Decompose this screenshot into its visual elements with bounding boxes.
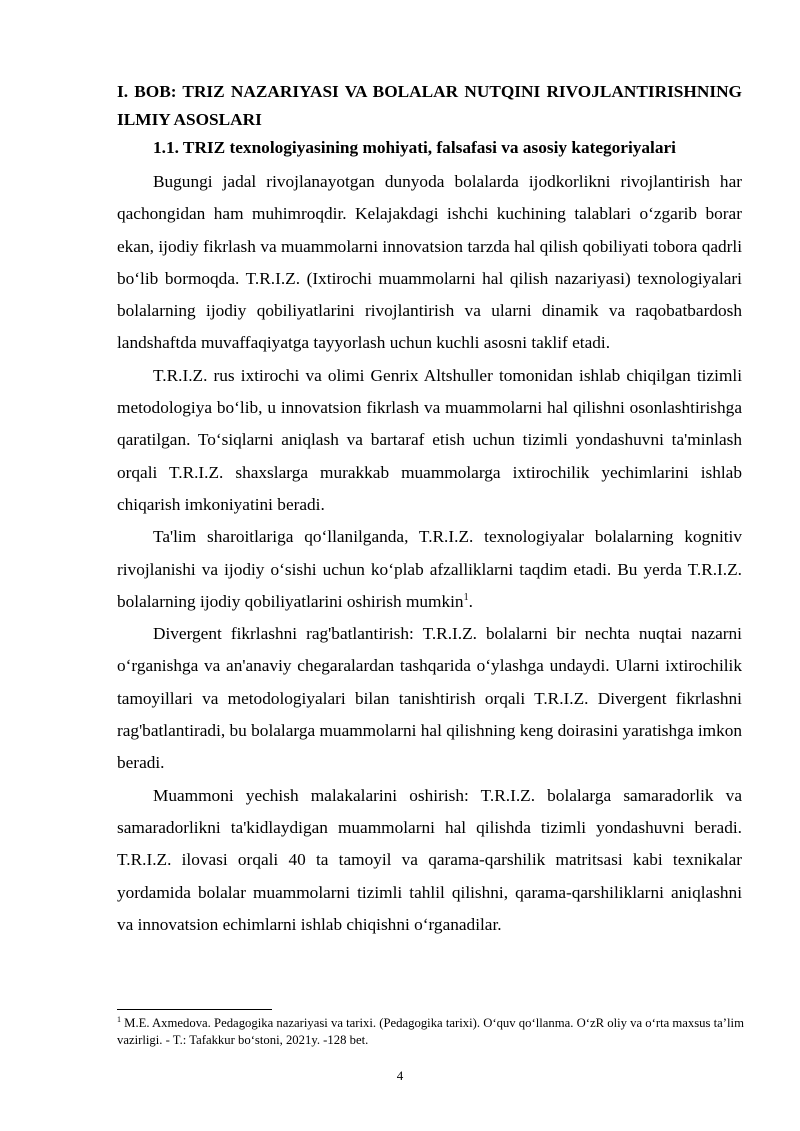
paragraph <box>117 521 742 618</box>
paragraph: Muammoni yechish malakalarini oshirish: T.R.I.Z. bolalarga samaradorlik va samaradorlikni ta'kidlaydigan muammolarni hal qilishda tizimli yondashuvni beradi. T.R.I.Z. ilovasi orqali 40 ta tamoyil va qarama-qarshilik matritsasi kabi texnikalar yordamida bolalar muammolarni tizimli tahlil qilishni, qarama-qarshiliklarni aniqlashni va innovatsion echimlarni ishlab chiqishni o‘rganadilar. <box>117 785 742 934</box>
paragraph: Divergent fikrlashni rag'batlantirish: T.R.I.Z. bolalarni bir nechta nuqtai nazarni o‘rganishga va an'anaviy chegaralardan tashqarida o‘ylashga undaydi. Ularni ixtirochilik tamoyillari va metodologiyalari bilan tanishtirish orqali T.R.I.Z. Divergent fikrlashni rag'batlantiradi, bu bolalarga muammolarni hal qilishning keng doirasini yaratishga imkon beradi. <box>117 624 742 773</box>
footnote-text: M.E. Axmedova. Pedagogika nazariyasi va tarixi. (Pedagogika tarixi). O‘quv qo‘llanma. O‘zR oliy va o‘rta maxsus ta’lim vazirligi. - T.: Tafakkur bo‘stoni, 2021y. -128 bet. <box>117 1016 744 1047</box>
paragraph: T.R.I.Z. rus ixtirochi va olimi Genrix Altshuller tomonidan ishlab chiqilgan tizimli metodologiya bo‘lib, u innovatsion fikrlash va muammolarni hal qilishni osonlashtirishga qaratilgan. To‘siqlarni aniqlash va bartaraf etish uchun tizimli yondashuvni ta'minlash orqali T.R.I.Z. shaxslarga murakkab muammolarga ixtirochilik yechimlarini ishlab chiqarish imkoniyatini beradi. <box>117 365 742 514</box>
paragraph-end: . <box>468 591 473 611</box>
paragraph-text: Ta'lim sharoitlariga qo‘llanilganda, T.R.I.Z. texnologiyalar bolalarning kognitiv rivojlanishi va ijodiy o‘sishi uchun ko‘plab afzalliklarni taqdim etadi. Bu yerda T.R.I.Z. bolalarning ijodiy qobiliyatlarini oshirish mumkin <box>117 527 742 611</box>
paragraph: Bugungi jadal rivojlanayotgan dunyoda bolalarda ijodkorlikni rivojlantirish har qachongidan ham muhimroqdir. Kelajakdagi ishchi kuchining talablari o‘zgarib borar ekan, ijodiy fikrlash va muammolarni innovatsion tarzda hal qilish qobiliyati tobora qadrli bo‘lib bormoqda. T.R.I.Z. (Ixtirochi muammolarni hal qilish nazariyasi) texnologiyalari bolalarning ijodiy qobiliyatlarini rivojlantirish va ularni dinamik va raqobatbardosh landshaftda muvaffaqiyatga tayyorlash uchun kuchli asosni taklif etadi. <box>117 172 742 353</box>
footnote <box>117 1015 747 1049</box>
footnote-reference[interactable]: 1 <box>463 592 469 604</box>
footnote-mark: 1 <box>117 1014 121 1024</box>
chapter-heading: I. BOB: TRIZ NAZARIYASI VA BOLALAR NUTQINI RIVOJLANTIRISHNING ILMIY ASOSLARI <box>117 82 742 129</box>
section-heading: 1.1. TRIZ texnologiyasining mohiyati, falsafasi va asosiy kategoriyalari <box>153 138 676 157</box>
page-number: 4 <box>396 1068 404 1083</box>
page-body <box>117 78 742 941</box>
footnote-divider <box>117 1009 272 1010</box>
